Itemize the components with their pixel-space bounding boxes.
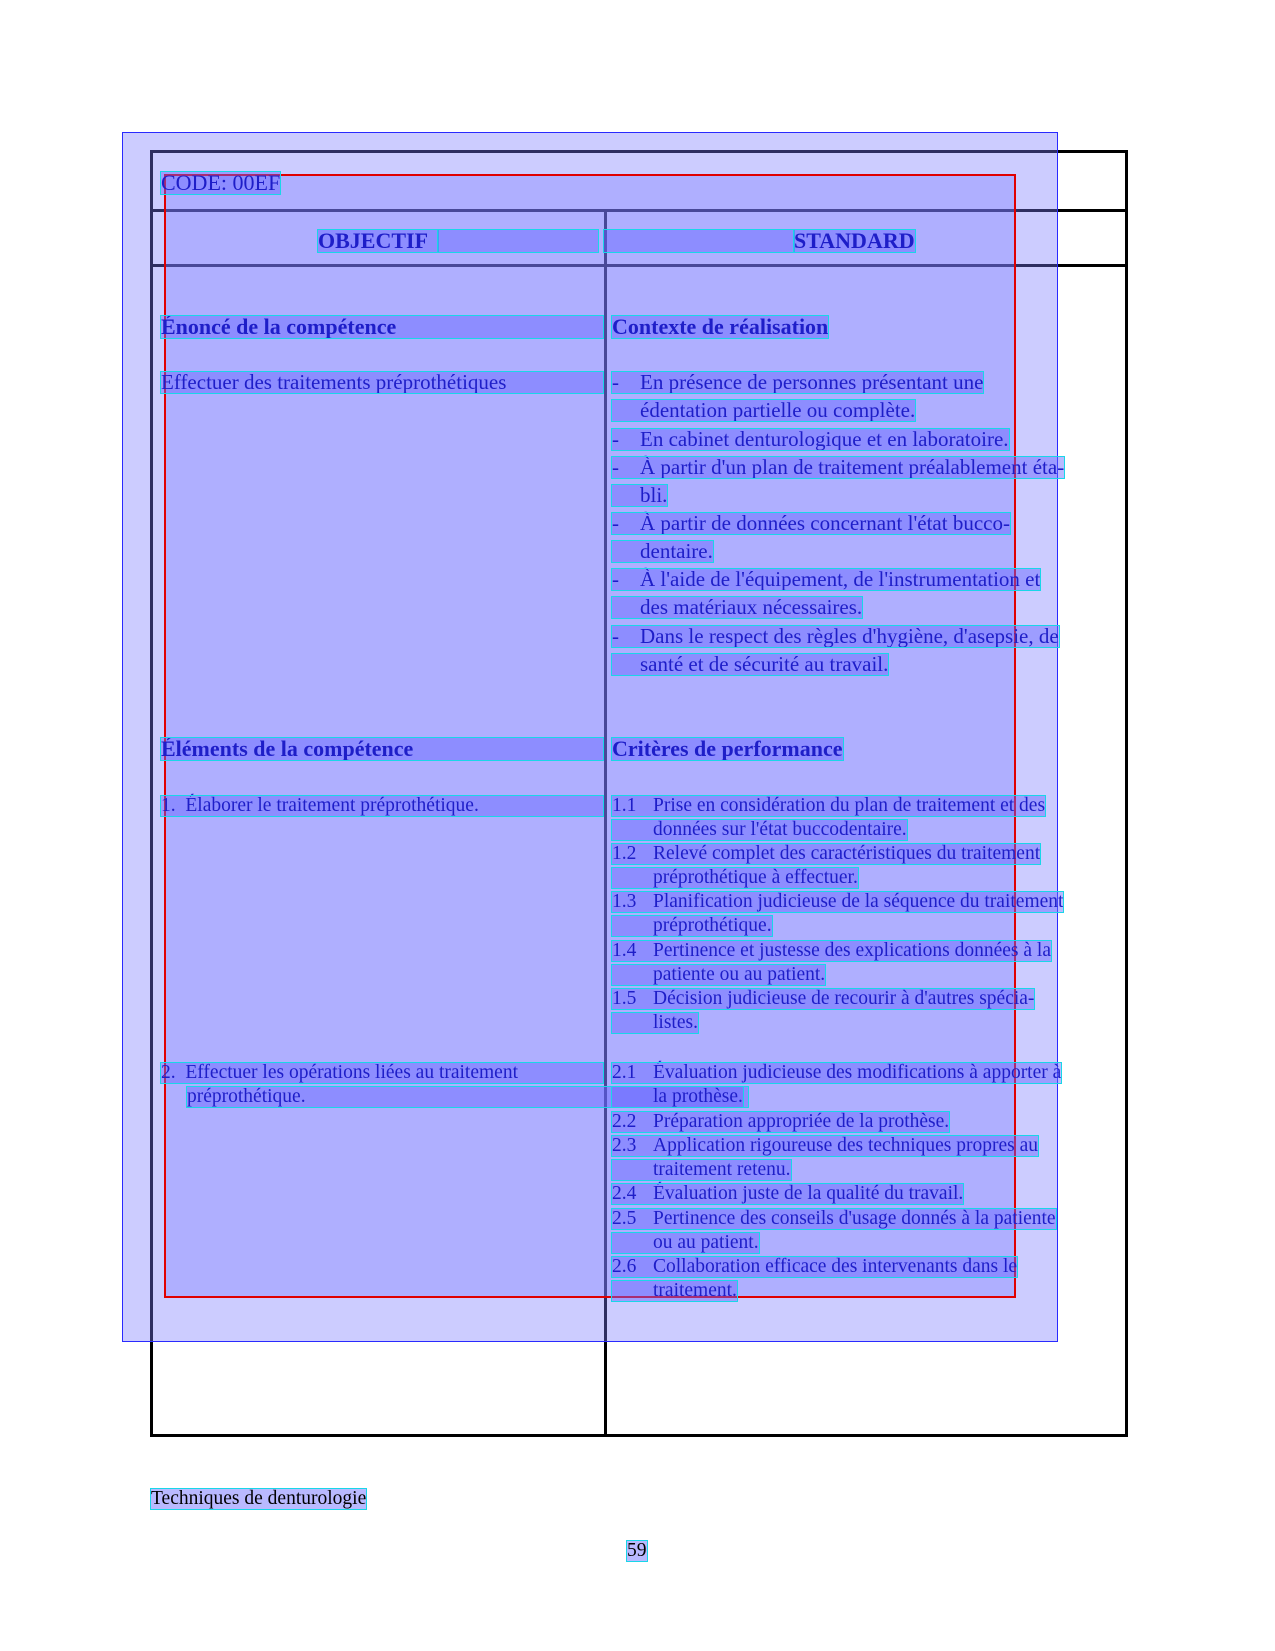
criteria-text: Décision judicieuse de recourir à d'autres spécia-	[653, 988, 1035, 1009]
criteria-text: Planification judicieuse de la séquence du traitement	[653, 891, 1064, 912]
criteria-text: ou au patient.	[653, 1232, 759, 1253]
criteria-number: 1.1	[612, 795, 637, 816]
criteria-line	[612, 965, 825, 985]
element-2: 2. Effectuer les opérations liées au traitement	[161, 1063, 603, 1083]
context-text: En présence de personnes présentant une	[640, 370, 984, 394]
heading-elements: Éléments de la compétence	[161, 738, 603, 760]
context-line	[612, 429, 1009, 450]
criteria-number: 1.3	[612, 891, 637, 912]
criteria-text: préprothétique.	[653, 915, 772, 936]
criteria-line	[612, 1281, 737, 1301]
context-bullet: -	[612, 455, 619, 479]
criteria-text: traitement.	[653, 1280, 737, 1301]
context-line	[612, 597, 862, 618]
competence-statement: Effectuer des traitements préprothétiques	[161, 372, 603, 393]
code-line: CODE: 00EF	[161, 170, 281, 195]
criteria-line	[612, 1087, 743, 1107]
criteria-text: listes.	[653, 1012, 698, 1033]
context-text: À l'aide de l'équipement, de l'instrumentation et	[640, 567, 1041, 591]
criteria-text: Évaluation juste de la qualité du travail.	[653, 1183, 964, 1204]
criteria-number: 2.5	[612, 1208, 637, 1229]
page-number: 59	[627, 1540, 647, 1561]
criteria-line	[612, 1063, 1061, 1083]
footer-program-title: Techniques de denturologie	[151, 1488, 367, 1509]
criteria-line	[612, 1112, 949, 1132]
criteria-text: Pertinence des conseils d'usage donnés à la patiente	[653, 1208, 1056, 1229]
context-line	[612, 569, 1040, 590]
criteria-line	[612, 868, 858, 888]
criteria-line	[612, 1233, 759, 1253]
context-text: À partir d'un plan de traitement préalablement éta-	[640, 455, 1065, 479]
context-text: En cabinet denturologique et en laboratoire.	[640, 427, 1009, 451]
context-text: des matériaux nécessaires.	[640, 595, 863, 619]
criteria-number: 2.4	[612, 1183, 637, 1204]
header-objectif: OBJECTIF	[318, 230, 438, 252]
criteria-line	[612, 820, 907, 840]
context-line	[612, 457, 1064, 478]
criteria-text: Évaluation judicieuse des modifications à apporter à	[653, 1062, 1062, 1083]
criteria-line	[612, 844, 1040, 864]
criteria-text: Collaboration efficace des intervenants dans le	[653, 1256, 1018, 1277]
context-line	[612, 400, 915, 421]
context-text: À partir de données concernant l'état bucco-	[640, 511, 1010, 535]
element-2-cont: préprothétique.	[187, 1087, 748, 1107]
criteria-line	[612, 989, 1034, 1009]
criteria-number: 1.2	[612, 843, 637, 864]
criteria-line	[612, 1013, 698, 1033]
context-bullet: -	[612, 624, 619, 648]
criteria-text: données sur l'état buccodentaire.	[653, 819, 907, 840]
context-text: édentation partielle ou complète.	[640, 398, 916, 422]
criteria-line	[612, 1136, 1038, 1156]
context-line	[612, 654, 888, 675]
criteria-line	[612, 916, 772, 936]
heading-enonce: Énoncé de la compétence	[161, 316, 603, 338]
criteria-text: patiente ou au patient.	[653, 964, 826, 985]
context-line	[612, 372, 983, 393]
criteria-line	[612, 941, 1051, 961]
context-bullet: -	[612, 427, 619, 451]
context-text: dentaire.	[640, 539, 713, 563]
criteria-text: Prise en considération du plan de traitement et des	[653, 795, 1046, 816]
criteria-text: traitement retenu.	[653, 1159, 791, 1180]
element-1: 1. Élaborer le traitement préprothétique.	[161, 796, 603, 816]
heading-contexte: Contexte de réalisation	[612, 314, 829, 339]
context-bullet: -	[612, 511, 619, 535]
context-bullet: -	[612, 370, 619, 394]
criteria-number: 2.2	[612, 1111, 637, 1132]
header-band	[438, 230, 598, 252]
context-line	[612, 513, 1010, 534]
context-line	[612, 541, 713, 562]
criteria-text: Pertinence et justesse des explications données à la	[653, 940, 1051, 961]
header-standard: STANDARD	[794, 228, 915, 253]
context-text: bli.	[640, 483, 668, 507]
criteria-text: préprothétique à effectuer.	[653, 867, 858, 888]
context-line	[612, 485, 667, 506]
criteria-number: 1.4	[612, 940, 637, 961]
criteria-line	[612, 1160, 791, 1180]
criteria-line	[612, 1184, 963, 1204]
criteria-line	[612, 1257, 1017, 1277]
header-band-2	[604, 230, 794, 252]
criteria-text: Application rigoureuse des techniques propres au	[653, 1135, 1039, 1156]
heading-criteres: Critères de performance	[612, 736, 843, 761]
context-text: Dans le respect des règles d'hygiène, d'asepsie, de	[640, 624, 1059, 648]
criteria-number: 1.5	[612, 988, 637, 1009]
criteria-number: 2.1	[612, 1062, 637, 1083]
criteria-text: la prothèse.	[653, 1086, 743, 1107]
criteria-number: 2.3	[612, 1135, 637, 1156]
context-bullet: -	[612, 567, 619, 591]
criteria-line	[612, 892, 1063, 912]
criteria-number: 2.6	[612, 1256, 637, 1277]
criteria-line	[612, 796, 1045, 816]
criteria-text: Préparation appropriée de la prothèse.	[653, 1111, 950, 1132]
context-text: santé et de sécurité au travail.	[640, 652, 889, 676]
context-line	[612, 626, 1059, 647]
criteria-text: Relevé complet des caractéristiques du traitement	[653, 843, 1041, 864]
criteria-line	[612, 1209, 1056, 1229]
